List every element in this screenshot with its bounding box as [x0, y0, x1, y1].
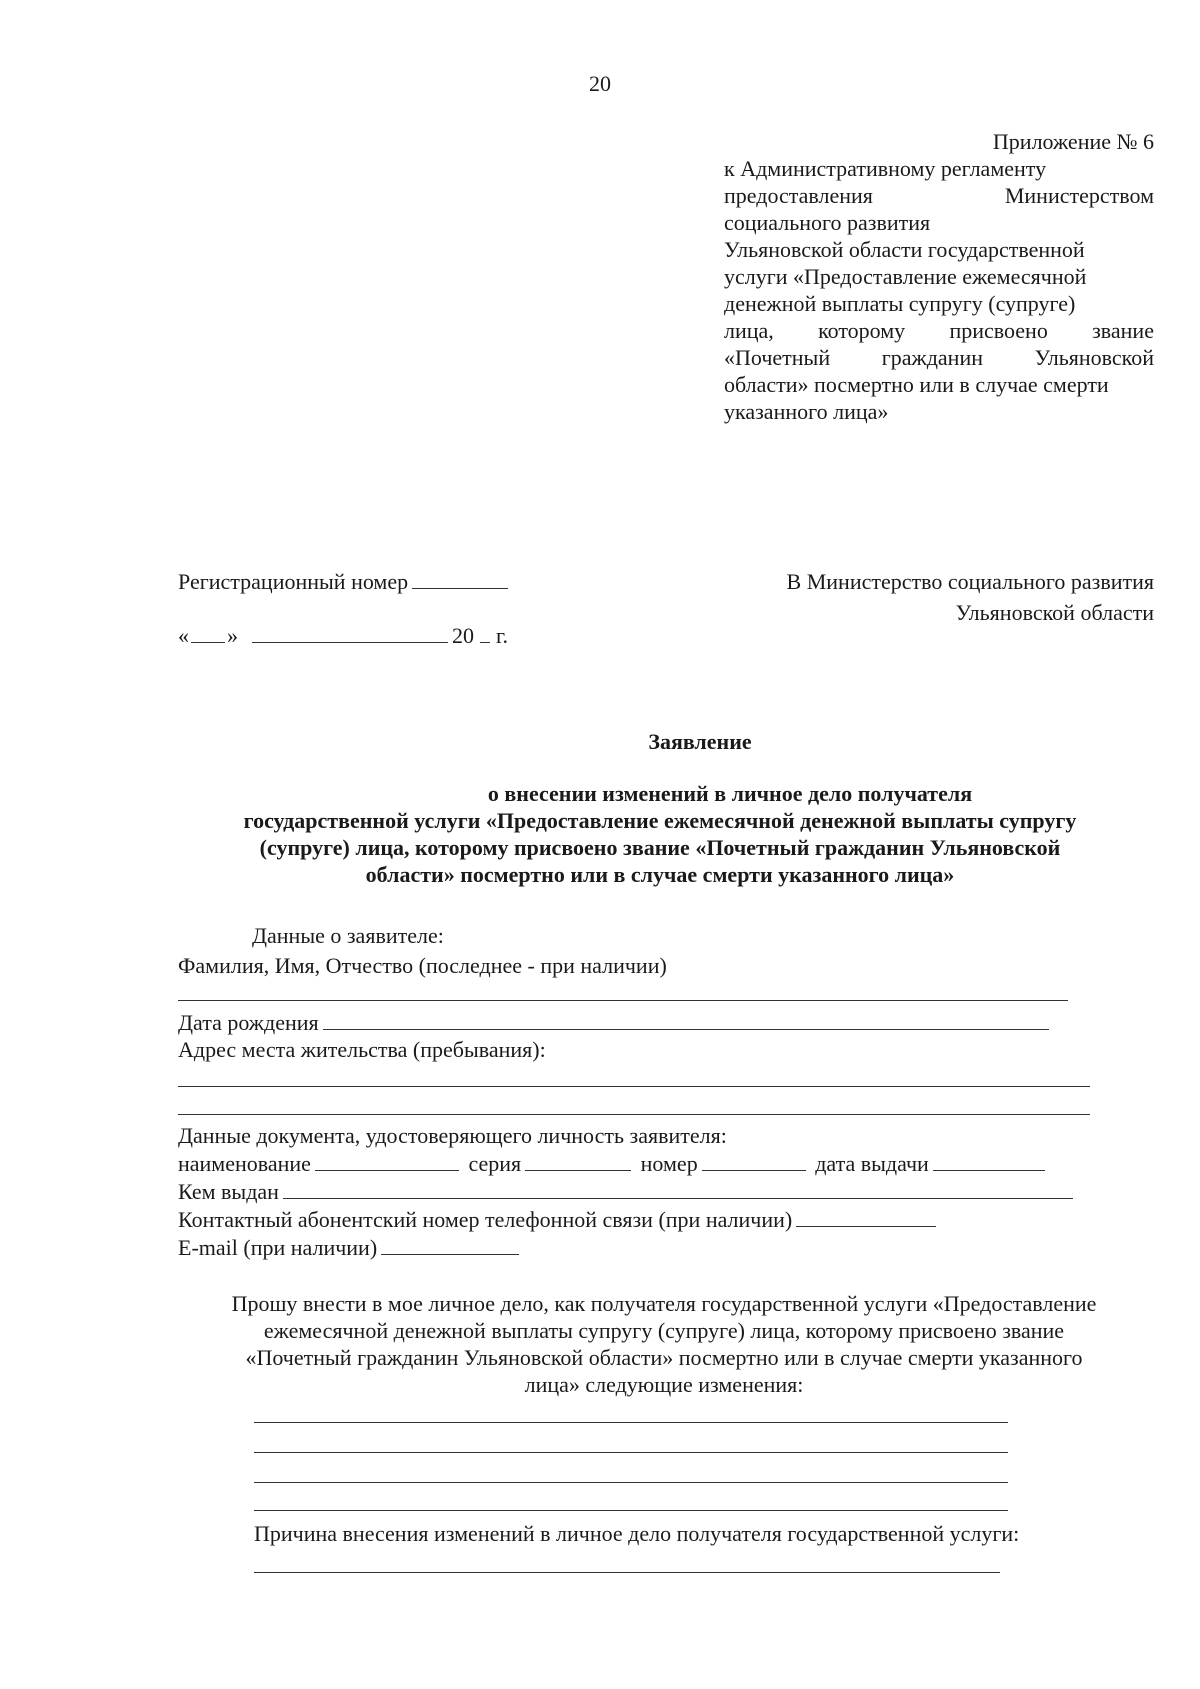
registration-label: Регистрационный номер [178, 569, 409, 594]
day-field[interactable] [191, 641, 225, 643]
issued-by-row [178, 1178, 1077, 1205]
address-field-2[interactable] [178, 1114, 1090, 1115]
birth-date-field[interactable] [323, 1028, 1049, 1030]
appendix-line: денежной выплаты супругу (супруге) [724, 291, 1076, 316]
request-line: Прошу внести в мое личное дело, как получателя государственной услуги «Предоставление [231, 1291, 1097, 1316]
reason-field[interactable] [254, 1572, 1000, 1573]
request-line: «Почетный гражданин Ульяновской области» посмертно или в случае смерти указанного [245, 1345, 1083, 1370]
appendix-line: услуги «Предоставление ежемесячной [724, 264, 1087, 289]
address-field-1[interactable] [178, 1086, 1090, 1087]
appendix-line: к Административному регламенту [724, 156, 1047, 181]
phone-label: Контактный абонентский номер телефонной связи (при наличии) [178, 1207, 793, 1232]
appendix-line: области» посмертно или в случае смерти [724, 372, 1109, 397]
birth-date-label: Дата рождения [178, 1010, 319, 1035]
appendix-word: присвоено [949, 318, 1048, 343]
phone-field[interactable] [796, 1225, 936, 1227]
phone-row [178, 1206, 940, 1233]
month-field[interactable] [252, 641, 448, 643]
id-doc-label: Данные документа, удостоверяющего личность заявителя: [178, 1123, 727, 1148]
document-title: Заявление [648, 729, 752, 754]
id-doc-row [178, 1150, 1049, 1177]
year-prefix: 20 [452, 623, 474, 648]
subtitle-line: о внесении изменений в личное дело получателя [487, 781, 973, 806]
applicant-section-label: Данные о заявителе: [252, 923, 444, 948]
appendix-title: Приложение № 6 [992, 129, 1154, 154]
subtitle-line: государственной услуги «Предоставление ежемесячной денежной выплаты супругу [243, 808, 1077, 833]
email-label: E-mail (при наличии) [178, 1235, 378, 1260]
year-field[interactable] [480, 641, 490, 643]
doc-series-label: серия [468, 1151, 522, 1176]
date-quote-open: « [178, 623, 189, 648]
doc-series-field[interactable] [525, 1169, 631, 1171]
appendix-block [724, 128, 1154, 425]
doc-date-field[interactable] [933, 1169, 1045, 1171]
email-row [178, 1234, 523, 1261]
request-line: ежемесячной денежной выплаты супругу (супруге) лица, которому присвоено звание [263, 1318, 1065, 1343]
addressee-line: В Министерство социального развития [786, 569, 1154, 594]
reason-label: Причина внесения изменений в личное дело получателя государственной услуги: [254, 1521, 1020, 1546]
addressee [700, 568, 1154, 626]
doc-name-field[interactable] [315, 1169, 459, 1171]
issued-by-field[interactable] [283, 1197, 1073, 1199]
fio-field[interactable] [178, 1000, 1068, 1001]
doc-number-field[interactable] [702, 1169, 806, 1171]
changes-field-2[interactable] [254, 1452, 1008, 1453]
request-paragraph [164, 1290, 1164, 1398]
subtitle-line: области» посмертно или в случае смерти указанного лица» [365, 862, 955, 887]
registration-field[interactable] [412, 587, 508, 589]
appendix-line: социального развития [724, 210, 931, 235]
appendix-word: Министерством [1004, 183, 1154, 208]
appendix-word: гражданин [881, 345, 983, 370]
page-number: 20 [589, 71, 611, 96]
doc-name-label: наименование [178, 1151, 311, 1176]
appendix-word: Ульяновской области государственной [724, 237, 1085, 262]
changes-field-4[interactable] [254, 1510, 1008, 1511]
appendix-word: которому [818, 318, 906, 343]
email-field[interactable] [381, 1253, 519, 1255]
appendix-line [724, 236, 1154, 263]
appendix-line [724, 317, 1154, 344]
subtitle-line: (супруге) лица, которому присвоено звание «Почетный гражданин Ульяновской [259, 835, 1061, 860]
request-line: лица» следующие изменения: [524, 1372, 804, 1397]
registration-number [178, 568, 512, 595]
changes-field-1[interactable] [254, 1422, 1008, 1423]
appendix-word: лица, [724, 318, 774, 343]
issued-by-label: Кем выдан [178, 1179, 279, 1204]
addressee-line: Ульяновской области [955, 600, 1154, 625]
appendix-word: «Почетный [724, 345, 831, 370]
fio-label: Фамилия, Имя, Отчество (последнее - при наличии) [178, 953, 667, 978]
appendix-word: звание [1092, 318, 1154, 343]
doc-number-label: номер [640, 1151, 698, 1176]
year-suffix: г. [496, 623, 509, 648]
changes-field-3[interactable] [254, 1482, 1008, 1483]
document-subtitle [150, 780, 1170, 888]
registration-date [178, 622, 508, 649]
appendix-line [724, 182, 1154, 209]
date-quote-close: » [227, 623, 238, 648]
birth-date-row [178, 1009, 1053, 1036]
appendix-line [724, 344, 1154, 371]
appendix-word: предоставления [724, 183, 873, 208]
doc-date-label: дата выдачи [815, 1151, 929, 1176]
address-label: Адрес места жительства (пребывания): [178, 1037, 546, 1062]
appendix-line: указанного лица» [724, 399, 889, 424]
appendix-word: Ульяновской [1034, 345, 1154, 370]
